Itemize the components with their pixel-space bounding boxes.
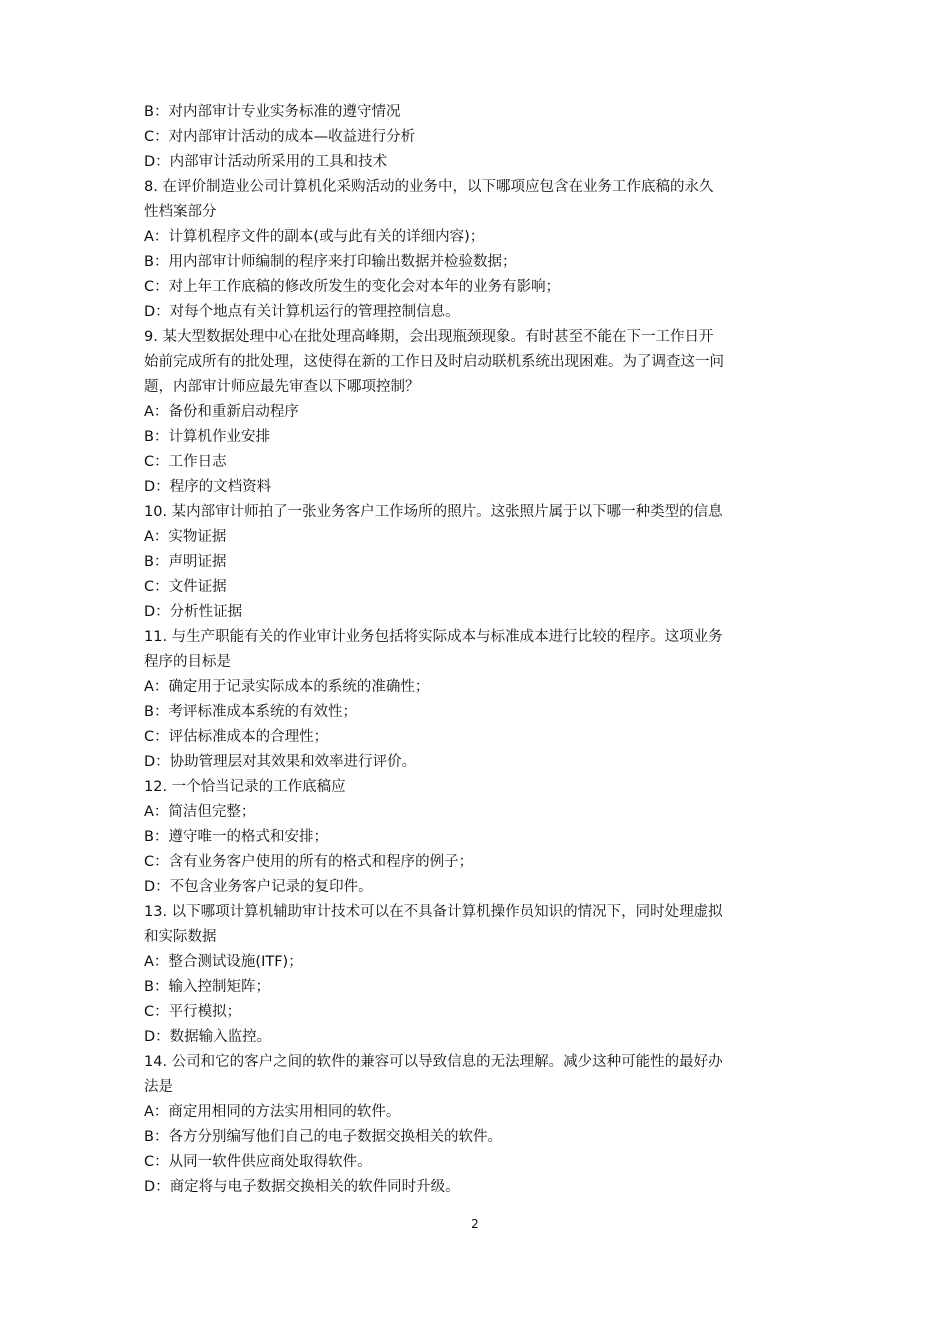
text-line: C：对内部审计活动的成本—收益进行分析 (144, 129, 416, 145)
question-12-stem: 12. 一个恰当记录的工作底稿应 (144, 779, 346, 795)
question-9-stem: 始前完成所有的批处理，这使得在新的工作日及时启动联机系统出现困难。为了调查这一问 (144, 354, 724, 370)
question-13-stem: 13. 以下哪项计算机辅助审计技术可以在不具备计算机操作员知识的情况下，同时处理虚拟 (144, 904, 723, 920)
question-9-option-b: B：计算机作业安排 (144, 429, 270, 445)
question-12-option-c: C：含有业务客户使用的所有的格式和程序的例子； (144, 854, 474, 870)
question-14-stem: 14. 公司和它的客户之间的软件的兼容可以导致信息的无法理解。减少这种可能性的最好办 (144, 1054, 723, 1070)
question-10-option-c: C：文件证据 (144, 579, 227, 595)
question-13-option-b: B：输入控制矩阵； (144, 979, 270, 995)
question-11-stem: 程序的目标是 (144, 654, 231, 670)
text-line: B：对内部审计专业实务标准的遵守情况 (144, 104, 401, 120)
question-9-option-c: C：工作日志 (144, 454, 227, 470)
question-13-option-c: C：平行模拟； (144, 1004, 242, 1020)
question-12-option-d: D：不包含业务客户记录的复印件。 (144, 879, 373, 895)
question-11-option-b: B：考评标准成本系统的有效性； (144, 704, 357, 720)
question-8-option-d: D：对每个地点有关计算机运行的管理控制信息。 (144, 304, 460, 320)
question-8-option-c: C：对上年工作底稿的修改所发生的变化会对本年的业务有影响； (144, 279, 561, 295)
question-10-stem: 10. 某内部审计师拍了一张业务客户工作场所的照片。这张照片属于以下哪一种类型的信息 (144, 504, 723, 520)
question-8-option-b: B：用内部审计师编制的程序来打印输出数据并检验数据； (144, 254, 517, 270)
question-14-option-d: D：商定将与电子数据交换相关的软件同时升级。 (144, 1179, 460, 1195)
question-11-stem: 11. 与生产职能有关的作业审计业务包括将实际成本与标准成本进行比较的程序。这项业务 (144, 629, 723, 645)
question-14-option-c: C：从同一软件供应商处取得软件。 (144, 1154, 372, 1170)
question-8-stem: 8. 在评价制造业公司计算机化采购活动的业务中，以下哪项应包含在业务工作底稿的永久 (144, 179, 714, 195)
question-9-option-a: A：备份和重新启动程序 (144, 404, 299, 420)
question-14-stem: 法是 (144, 1079, 173, 1095)
question-10-option-a: A：实物证据 (144, 529, 227, 545)
question-11-option-a: A：确定用于记录实际成本的系统的准确性； (144, 679, 430, 695)
question-11-option-c: C：评估标准成本的合理性； (144, 729, 329, 745)
question-14-option-a: A：商定用相同的方法实用相同的软件。 (144, 1104, 401, 1120)
question-9-option-d: D：程序的文档资料 (144, 479, 272, 495)
page-content (144, 100, 814, 1200)
question-9-stem: 9. 某大型数据处理中心在批处理高峰期，会出现瓶颈现象。有时甚至不能在下一工作日开 (144, 329, 714, 345)
question-9-stem: 题，内部审计师应最先审查以下哪项控制？ (144, 379, 420, 395)
page-number: 2 (471, 1217, 479, 1231)
question-8-option-a: A：计算机程序文件的副本(或与此有关的详细内容)； (144, 229, 485, 245)
question-13-option-d: D：数据输入监控。 (144, 1029, 272, 1045)
text-line: D：内部审计活动所采用的工具和技术 (144, 154, 388, 170)
question-10-option-d: D：分析性证据 (144, 604, 243, 620)
question-12-option-b: B：遵守唯一的格式和安排； (144, 829, 328, 845)
question-11-option-d: D：协助管理层对其效果和效率进行评价。 (144, 754, 417, 770)
question-8-stem: 性档案部分 (144, 204, 217, 220)
question-12-option-a: A：简洁但完整； (144, 804, 256, 820)
question-14-option-b: B：各方分别编写他们自己的电子数据交换相关的软件。 (144, 1129, 502, 1145)
question-13-option-a: A：整合测试设施(ITF)； (144, 954, 303, 970)
question-10-option-b: B：声明证据 (144, 554, 227, 570)
question-13-stem: 和实际数据 (144, 929, 217, 945)
